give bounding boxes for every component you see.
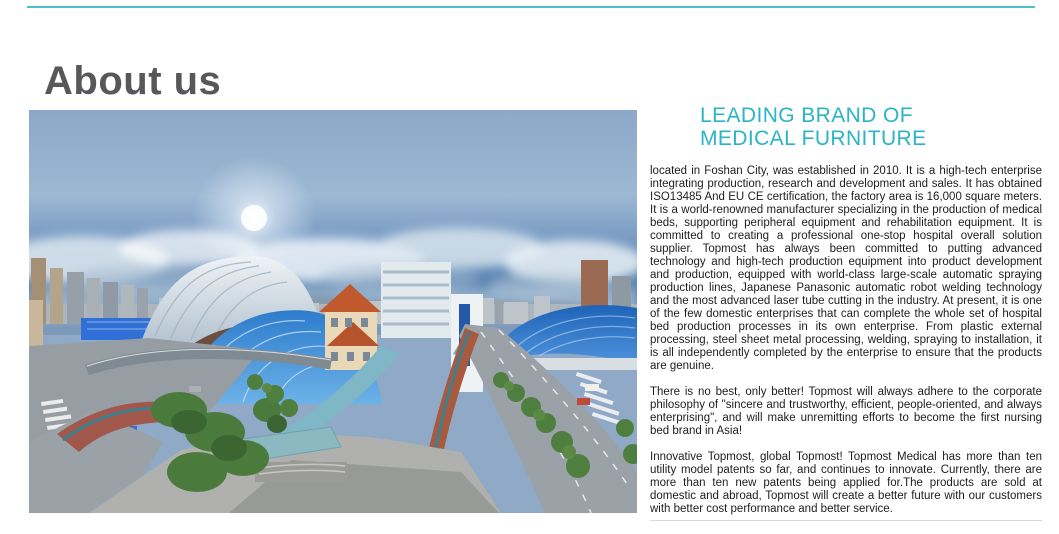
page-title: About us — [44, 58, 222, 103]
about-text-column — [650, 104, 1042, 516]
about-paragraph-1: located in Foshan City, was established in 2010. It is a high-tech enterprise integrating production, research and development and sales. It has obtained ISO13485 And EU CE certification, the factory area is 16,000 square meters. It is a world-renowned manufacturer specializing in the production of medical beds, supporting peripheral equipment and rehabilitation equipment. It is committed to creating a professional one-stop hospital overall solution supplier. Topmost has always been committed to putting advanced technology and high-tech production equipment into product development and production, equipped with world-class large-scale automatic spraying production lines, Japanese Panasonic automatic robot welding technology and the most advanced laser tube cutting in the industry. At present, it is one of the few domestic enterprises that can complete the whole set of hospital bed production processes in its own enterprise. From plastic external processing, steel sheet metal processing, welding, spraying to installation, it is all independently completed by the enterprise to ensure that the products are genuine. — [650, 165, 1042, 372]
lead-heading-line2: MEDICAL FURNITURE — [700, 127, 927, 150]
panorama-illustration — [29, 110, 637, 513]
section-bottom-divider — [650, 520, 1042, 521]
lead-heading-line1: LEADING BRAND OF — [700, 104, 913, 127]
about-paragraph-2: There is no best, only better! Topmost will always adhere to the corporate philosophy of "sincere and trustworthy, efficient, people-oriented, and always enterprising", and will make unremitting efforts to become the first nursing bed brand in Asia! — [650, 386, 1042, 437]
factory-panorama-image — [29, 110, 637, 513]
lead-heading — [700, 104, 1042, 150]
about-paragraph-3: Innovative Topmost, global Topmost! Topmost Medical has more than ten utility model patents so far, and continues to innovate. Currently, there are more than ten new patents being applied for.The products are sold at domestic and abroad, Topmost will create a better future with our customers with better cost performance and better service. — [650, 451, 1042, 515]
section-accent-line — [27, 6, 1035, 8]
